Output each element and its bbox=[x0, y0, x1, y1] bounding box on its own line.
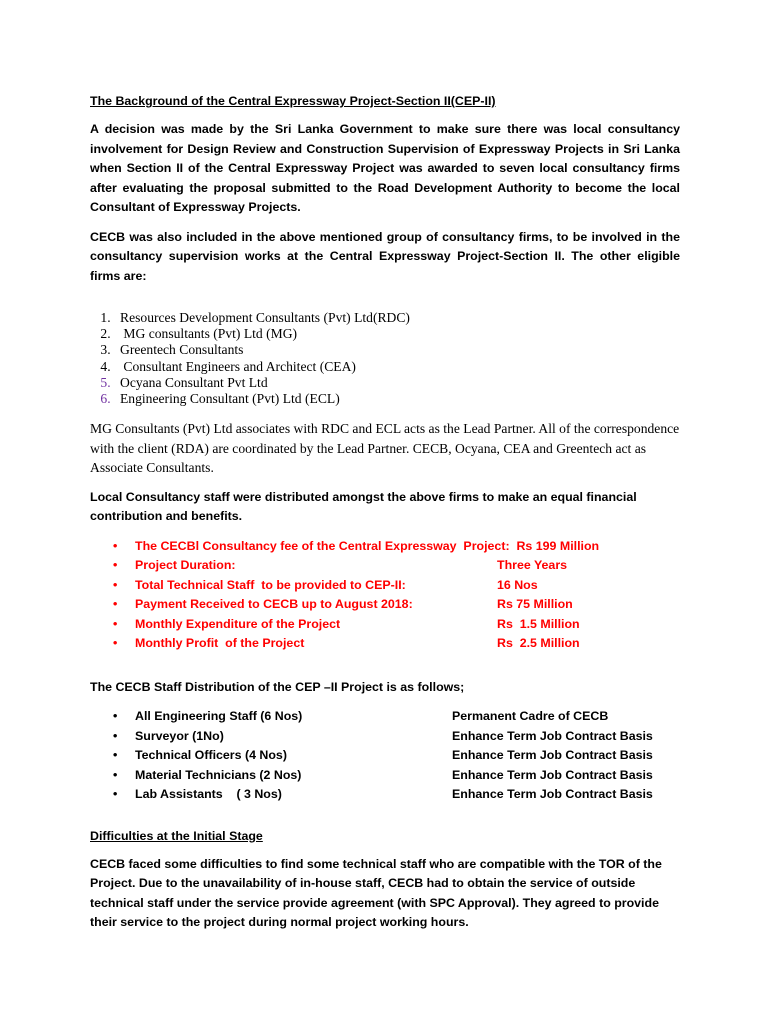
fact-item bbox=[90, 634, 680, 654]
fact-label: The CECBl Consultancy fee of the Central Expressway Project: bbox=[135, 538, 510, 553]
bullet-icon: • bbox=[113, 616, 118, 631]
bullet-icon: • bbox=[113, 636, 118, 651]
staff-item bbox=[90, 746, 680, 766]
bullet-icon: • bbox=[113, 538, 118, 553]
fact-value: Rs 2.5 Million bbox=[497, 636, 580, 651]
fact-label: Payment Received to CECB up to August 2018: bbox=[135, 597, 413, 612]
staff-item bbox=[90, 785, 680, 805]
fact-label: Monthly Profit of the Project bbox=[135, 636, 305, 651]
staff-basis: Permanent Cadre of CECB bbox=[452, 709, 609, 724]
staff-list bbox=[90, 707, 680, 805]
fact-value: Rs 199 Million bbox=[516, 538, 600, 553]
firm-item: 3. Greentech Consultants bbox=[114, 342, 680, 358]
staff-table-intro: The CECB Staff Distribution of the CEP –II Project is as follows; bbox=[90, 679, 465, 694]
bullet-icon: • bbox=[113, 748, 118, 763]
firm-item: 2. MG consultants (Pvt) Ltd (MG) bbox=[114, 326, 680, 342]
staff-item bbox=[90, 707, 680, 727]
document-title: The Background of the Central Expressway Project-Section II(CEP-II) bbox=[90, 94, 496, 108]
bullet-icon: • bbox=[113, 709, 118, 724]
difficulties-heading: Difficulties at the Initial Stage bbox=[90, 828, 263, 843]
cecb-paragraph: CECB was also included in the above mentioned group of consultancy firms, to be involved in the consultancy supervision works at the Central Expressway Project-Section II. The other eligible firms are: bbox=[90, 229, 680, 283]
fact-item bbox=[90, 576, 680, 596]
fact-value: Three Years bbox=[497, 558, 568, 573]
staff-item bbox=[90, 727, 680, 747]
fact-item bbox=[90, 537, 680, 557]
staff-role: Material Technicians (2 Nos) bbox=[135, 767, 302, 782]
fact-item bbox=[90, 556, 680, 576]
fact-label: Project Duration: bbox=[135, 558, 236, 573]
bullet-icon: • bbox=[113, 577, 118, 592]
fact-label: Monthly Expenditure of the Project bbox=[135, 616, 341, 631]
bullet-icon: • bbox=[113, 558, 118, 573]
bullet-icon: • bbox=[113, 787, 118, 802]
bullet-icon: • bbox=[113, 728, 118, 743]
staff-basis: Enhance Term Job Contract Basis bbox=[452, 787, 653, 802]
staff-role: All Engineering Staff (6 Nos) bbox=[135, 709, 303, 724]
staff-basis: Enhance Term Job Contract Basis bbox=[452, 767, 653, 782]
firm-item: 4. Consultant Engineers and Architect (CEA) bbox=[114, 359, 680, 375]
firm-item: 6. Engineering Consultant (Pvt) Ltd (ECL) bbox=[114, 391, 680, 407]
staff-role: Lab Assistants ( 3 Nos) bbox=[135, 787, 282, 802]
staff-distribution-paragraph: Local Consultancy staff were distributed amongst the above firms to make an equal financial contribution and benefits. bbox=[90, 489, 637, 524]
staff-role: Surveyor (1No) bbox=[135, 728, 224, 743]
intro-paragraph: A decision was made by the Sri Lanka Government to make sure there was local consultancy involvement for Design Review and Construction Supervision of Expressway Projects in Sri Lanka when Section II of the Central Expressway Project was awarded to seven local consultancy firms after evaluating the proposal submitted to the Road Development Authority to become the local Consultant of Expressway Projects. bbox=[90, 122, 680, 214]
difficulties-paragraph: CECB faced some difficulties to find some technical staff who are compatible with the TOR of the Project. Due to the unavailability of in-house staff, CECB had to obtain the service of outside technical staff under the service provide agreement (with SPC Approval). They agreed to provide their service to the project during normal project working hours. bbox=[90, 856, 662, 930]
document-page bbox=[90, 92, 680, 943]
fact-value: Rs 75 Million bbox=[497, 597, 573, 612]
staff-item bbox=[90, 766, 680, 786]
fact-label: Total Technical Staff to be provided to CEP-II: bbox=[135, 577, 406, 592]
fact-value: 16 Nos bbox=[497, 577, 538, 592]
firm-item: 5. Ocyana Consultant Pvt Ltd bbox=[114, 375, 680, 391]
project-facts-list bbox=[90, 537, 680, 654]
staff-basis: Enhance Term Job Contract Basis bbox=[452, 748, 653, 763]
firms-list bbox=[90, 310, 680, 407]
fact-value: Rs 1.5 Million bbox=[497, 616, 580, 631]
bullet-icon: • bbox=[113, 597, 118, 612]
lead-partner-paragraph: MG Consultants (Pvt) Ltd associates with RDC and ECL acts as the Lead Partner. All of the correspondence with the client (RDA) are coordinated by the Lead Partner. CECB, Ocyana, CEA and Greentech act as Associate Consultants. bbox=[90, 421, 680, 476]
staff-basis: Enhance Term Job Contract Basis bbox=[452, 728, 653, 743]
firm-item: 1. Resources Development Consultants (Pvt) Ltd(RDC) bbox=[114, 310, 680, 326]
fact-item bbox=[90, 595, 680, 615]
bullet-icon: • bbox=[113, 767, 118, 782]
fact-item bbox=[90, 615, 680, 635]
staff-role: Technical Officers (4 Nos) bbox=[135, 748, 287, 763]
